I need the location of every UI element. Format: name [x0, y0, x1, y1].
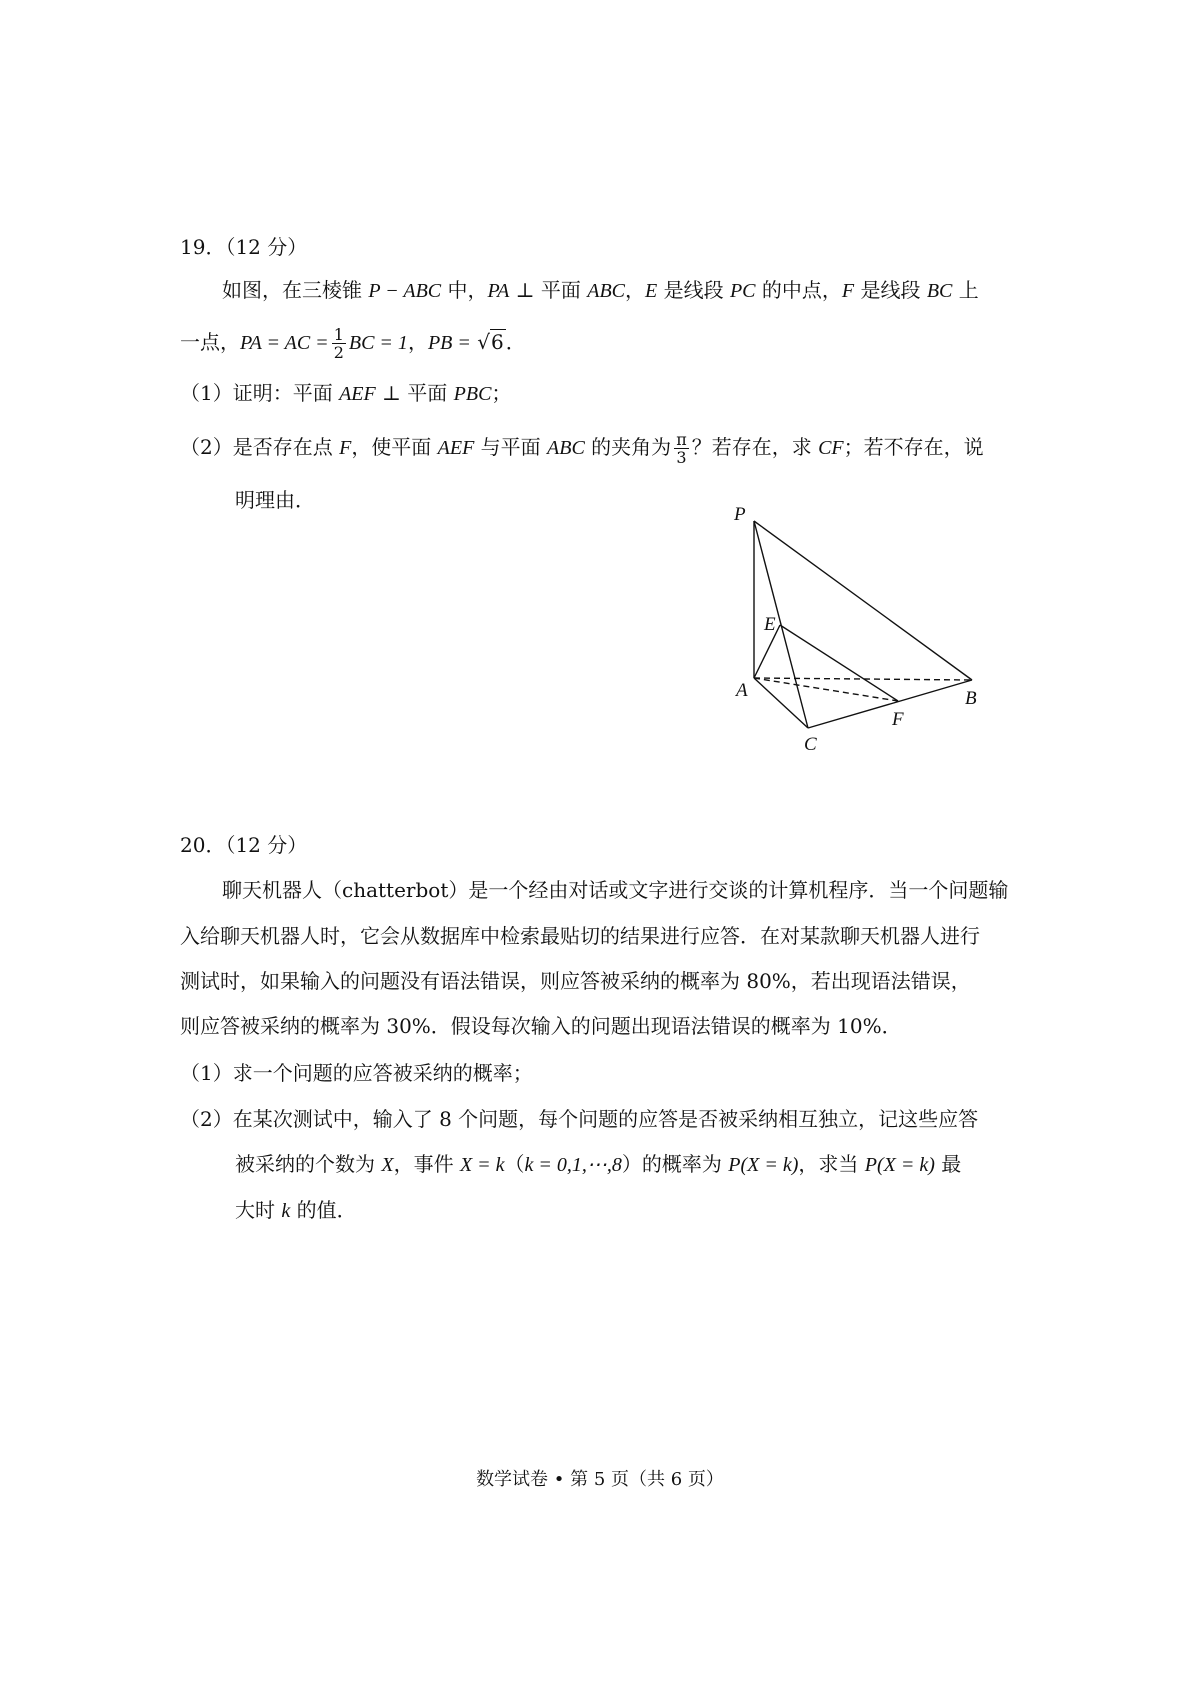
edge-CB [808, 680, 972, 728]
q19-stem-line1: 如图，在三棱锥 P − ABC 中，PA ⊥ 平面 ABC，E 是线段 PC 的中点，F 是线段 BC 上 [222, 278, 979, 302]
q20-line4: 则应答被采纳的概率为 30%．假设每次输入的问题出现语法错误的概率为 10%． [180, 1014, 902, 1038]
pyramid-figure [720, 500, 980, 750]
label-A: A [736, 680, 748, 701]
q20-line3: 测试时，如果输入的问题没有语法错误，则应答被采纳的概率为 80%，若出现语法错误， [180, 969, 971, 993]
q20-line2: 入给聊天机器人时，它会从数据库中检索最贴切的结果进行应答．在对某款聊天机器人进行 [180, 924, 980, 948]
edge-AC [754, 678, 808, 728]
q19-part2: （2）是否存在点 F，使平面 AEF 与平面 ABC 的夹角为 $\frac{\pi}{3}$ ？若存在，求 CF；若不存在，说 [180, 430, 984, 467]
q20-title: 20．（12 分） [180, 833, 308, 857]
q20-part2: （2）在某次测试中，输入了 8 个问题，每个问题的应答是否被采纳相互独立，记这些应答 [180, 1107, 979, 1131]
q19-stem-line2: 一点，PA = AC = $\frac{1}{2}$ BC = 1，PB = √6 ． [180, 325, 526, 362]
label-B: B [965, 688, 977, 709]
page-footer: 数学试卷 • 第 5 页（共 6 页） [476, 1469, 724, 1490]
q20-line1: 聊天机器人（chatterbot）是一个经由对话或文字进行交谈的计算机程序．当一个问题输 [222, 878, 1009, 902]
fraction-one-half: $\frac{1}{2}$ [333, 325, 344, 362]
q20-part2-line2: 被采纳的个数为 X，事件 X = k（k = 0,1,⋯,8）的概率为 P(X = k)，求当 P(X = k) 最 [235, 1152, 962, 1176]
q19-part2-cont: 明理由． [235, 488, 315, 512]
label-P: P [734, 504, 746, 525]
sqrt-six: √6 [477, 330, 504, 354]
label-C: C [804, 734, 817, 750]
edge-PC [754, 521, 808, 728]
q19-part1: （1）证明：平面 AEF ⊥ 平面 PBC； [180, 381, 512, 405]
q20-part2-line3: 大时 k 的值． [235, 1198, 357, 1222]
label-F: F [892, 709, 904, 730]
fraction-pi-over-three: $\frac{\pi}{3}$ [676, 430, 687, 467]
edge-PB [754, 521, 972, 680]
q19-title: 19．（12 分） [180, 235, 308, 259]
label-E: E [764, 614, 776, 635]
q20-part1: （1）求一个问题的应答被采纳的概率； [180, 1061, 533, 1085]
